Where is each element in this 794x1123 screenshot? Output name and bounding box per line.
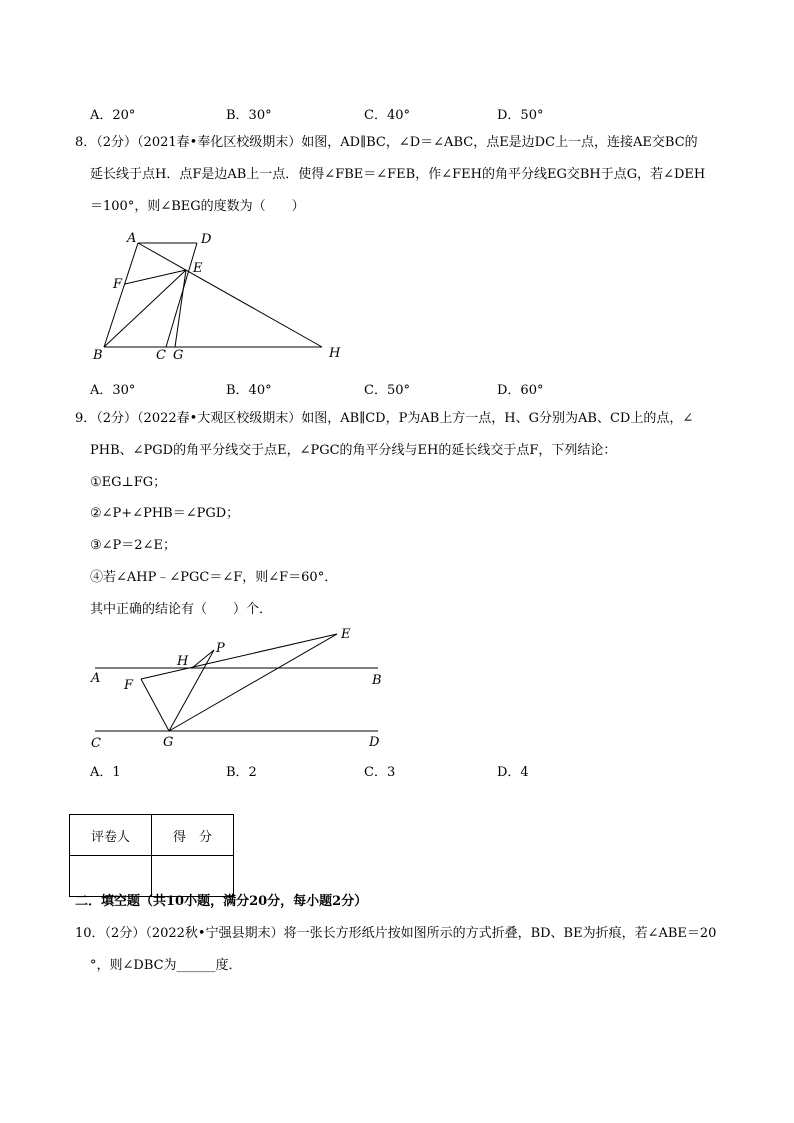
q8-option-a: A．30° bbox=[90, 383, 136, 398]
q8-label-c: C bbox=[156, 348, 166, 363]
q8-stem-line3: ＝100°，则∠BEG的度数为（ ） bbox=[90, 199, 305, 214]
q9-label-d: D bbox=[369, 735, 380, 750]
q8-label-a: A bbox=[127, 231, 137, 246]
q9-stem-line1: 9．（2分）（2022春•大观区校级期末）如图，AB∥CD，P为AB上方一点，H、G分别为AB、CD上的点，∠ bbox=[75, 411, 694, 426]
q7-option-d: D．50° bbox=[497, 108, 544, 123]
q9-label-g: G bbox=[163, 735, 174, 750]
score-table-header-grader: 评卷人 bbox=[70, 815, 152, 856]
q9-label-h: H bbox=[177, 654, 189, 669]
score-table-cell-grader bbox=[70, 856, 152, 897]
q10-stem-line2: °，则∠DBC为______度． bbox=[90, 958, 242, 973]
q9-label-a: A bbox=[91, 671, 101, 686]
q8-label-h: H bbox=[329, 346, 341, 361]
q9-label-e: E bbox=[341, 627, 351, 642]
q8-label-g: G bbox=[173, 348, 184, 363]
q9-label-b: B bbox=[372, 673, 382, 688]
q10-stem-line1: 10．（2分）（2022秋•宁强县期末）将一张长方形纸片按如图所示的方式折叠，BD、BE为折痕，若∠ABE＝20 bbox=[75, 926, 717, 941]
q9-label-f: F bbox=[124, 678, 134, 693]
q9-option-c: C．3 bbox=[364, 765, 396, 780]
score-table bbox=[69, 814, 234, 897]
q9-label-p: P bbox=[216, 641, 225, 656]
q9-option-a: A．1 bbox=[90, 765, 121, 780]
q9-conclusion-1: ①EG⊥FG； bbox=[90, 475, 167, 490]
q9-option-d: D．4 bbox=[497, 765, 529, 780]
q8-stem-line1: 8．（2分）（2021春•奉化区校级期末）如图，AD∥BC，∠D＝∠ABC，点E是边DC上一点，连接AE交BC的 bbox=[75, 135, 698, 150]
q9-conclusion-3: ③∠P＝2∠E； bbox=[90, 538, 176, 553]
section-2-heading: 二．填空题（共10小题，满分20分，每小题2分） bbox=[75, 894, 368, 909]
q8-option-b: B．40° bbox=[226, 383, 272, 398]
q9-label-c: C bbox=[91, 736, 101, 751]
q8-label-b: B bbox=[93, 348, 103, 363]
q8-label-d: D bbox=[201, 232, 212, 247]
q8-option-c: C．50° bbox=[364, 383, 410, 398]
q8-label-e: E bbox=[193, 261, 203, 276]
score-table-header-score: 得 分 bbox=[152, 815, 234, 856]
score-table-cell-score bbox=[152, 856, 234, 897]
q9-prompt: 其中正确的结论有（ ）个． bbox=[90, 602, 273, 617]
q9-conclusion-4: ④若∠AHP﹣∠PGC＝∠F，则∠F＝60°． bbox=[90, 570, 338, 585]
q7-option-a: A．20° bbox=[90, 108, 136, 123]
q9-option-b: B．2 bbox=[226, 765, 257, 780]
q9-stem-line2: PHB、∠PGD的角平分线交于点E，∠PGC的角平分线与EH的延长线交于点F，下列结论： bbox=[90, 443, 617, 458]
q8-option-d: D．60° bbox=[497, 383, 544, 398]
q9-conclusion-2: ②∠P+∠PHB＝∠PGD； bbox=[90, 506, 240, 521]
q8-stem-line2: 延长线于点H．点F是边AB上一点．使得∠FBE＝∠FEB，作∠FEH的角平分线EG交BH于点G，若∠DEH bbox=[90, 167, 706, 182]
q7-option-b: B．30° bbox=[226, 108, 272, 123]
q8-label-f: F bbox=[113, 277, 123, 292]
q7-option-c: C．40° bbox=[364, 108, 410, 123]
